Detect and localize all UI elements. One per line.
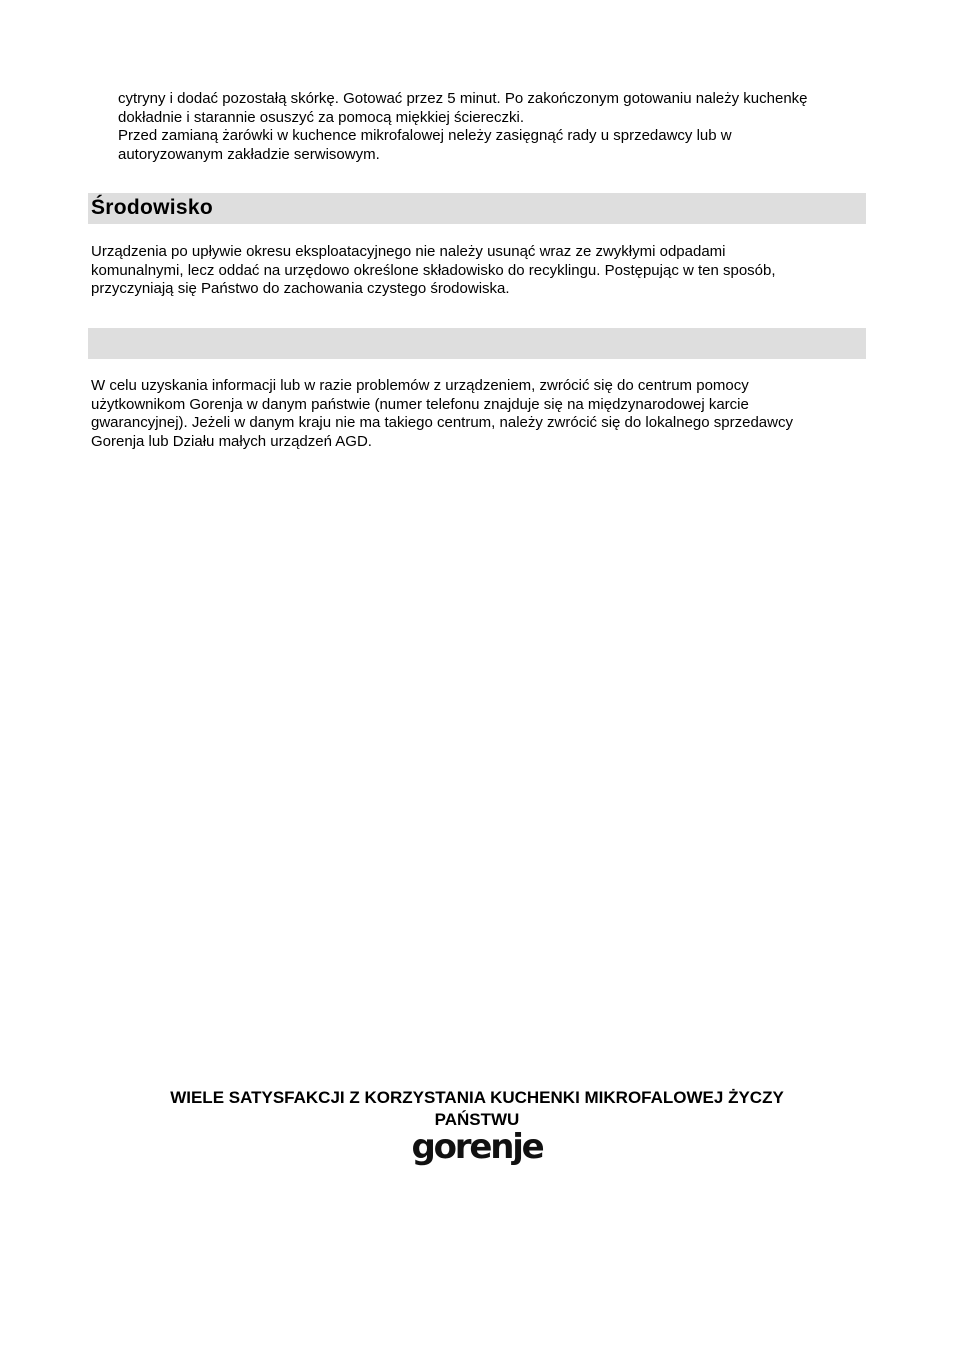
intro-line: Przed zamianą żarówki w kuchence mikrofalowej neleży zasięgnąć rady u sprzedawcy lub w (118, 127, 732, 144)
environment-line: przyczyniają się Państwo do zachowania czystego środowiska. (91, 280, 510, 297)
support-paragraph (91, 377, 866, 451)
intro-line: cytryny i dodać pozostałą skórkę. Gotować przez 5 minut. Po zakończonym gotowaniu należy kuchenkę (118, 90, 808, 107)
support-line: Gorenja lub Działu małych urządzeń AGD. (91, 432, 372, 450)
closing-line-1: WIELE SATYSFAKCJI Z KORZYSTANIA KUCHENKI MIKROFALOWEJ ŻYCZY (170, 1088, 784, 1107)
environment-section-header (88, 193, 866, 224)
intro-line: autoryzowanym zakładzie serwisowym. (118, 145, 380, 163)
intro-paragraph (118, 90, 878, 164)
environment-line: Urządzenia po upływie okresu eksploatacyjnego nie należy usunąć wraz ze zwykłymi odpadami (91, 243, 726, 260)
gorenje-logo: gorenje (411, 1127, 543, 1167)
support-line: użytkownikom Gorenja w danym państwie (numer telefonu znajduje się na międzynarodowej karcie (91, 395, 749, 413)
environment-paragraph (91, 243, 851, 299)
support-line: W celu uzyskania informacji lub w razie problemów z urządzeniem, zwrócić się do centrum pomocy (91, 377, 749, 394)
closing-line-2: PAŃSTWU (434, 1110, 520, 1129)
support-line: gwarancyjnej). Jeżeli w danym kraju nie ma takiego centrum, należy zwrócić się do lokalnego sprzedawcy (91, 414, 793, 431)
environment-line: komunalnymi, lecz oddać na urzędowo określone składowisko do recyklingu. Postępując w ten sposób, (91, 261, 776, 279)
support-section-header (88, 328, 866, 359)
environment-section-title: Środowisko (91, 196, 214, 219)
intro-line: dokładnie i starannie osuszyć za pomocą miękkiej ściereczki. (118, 108, 525, 126)
